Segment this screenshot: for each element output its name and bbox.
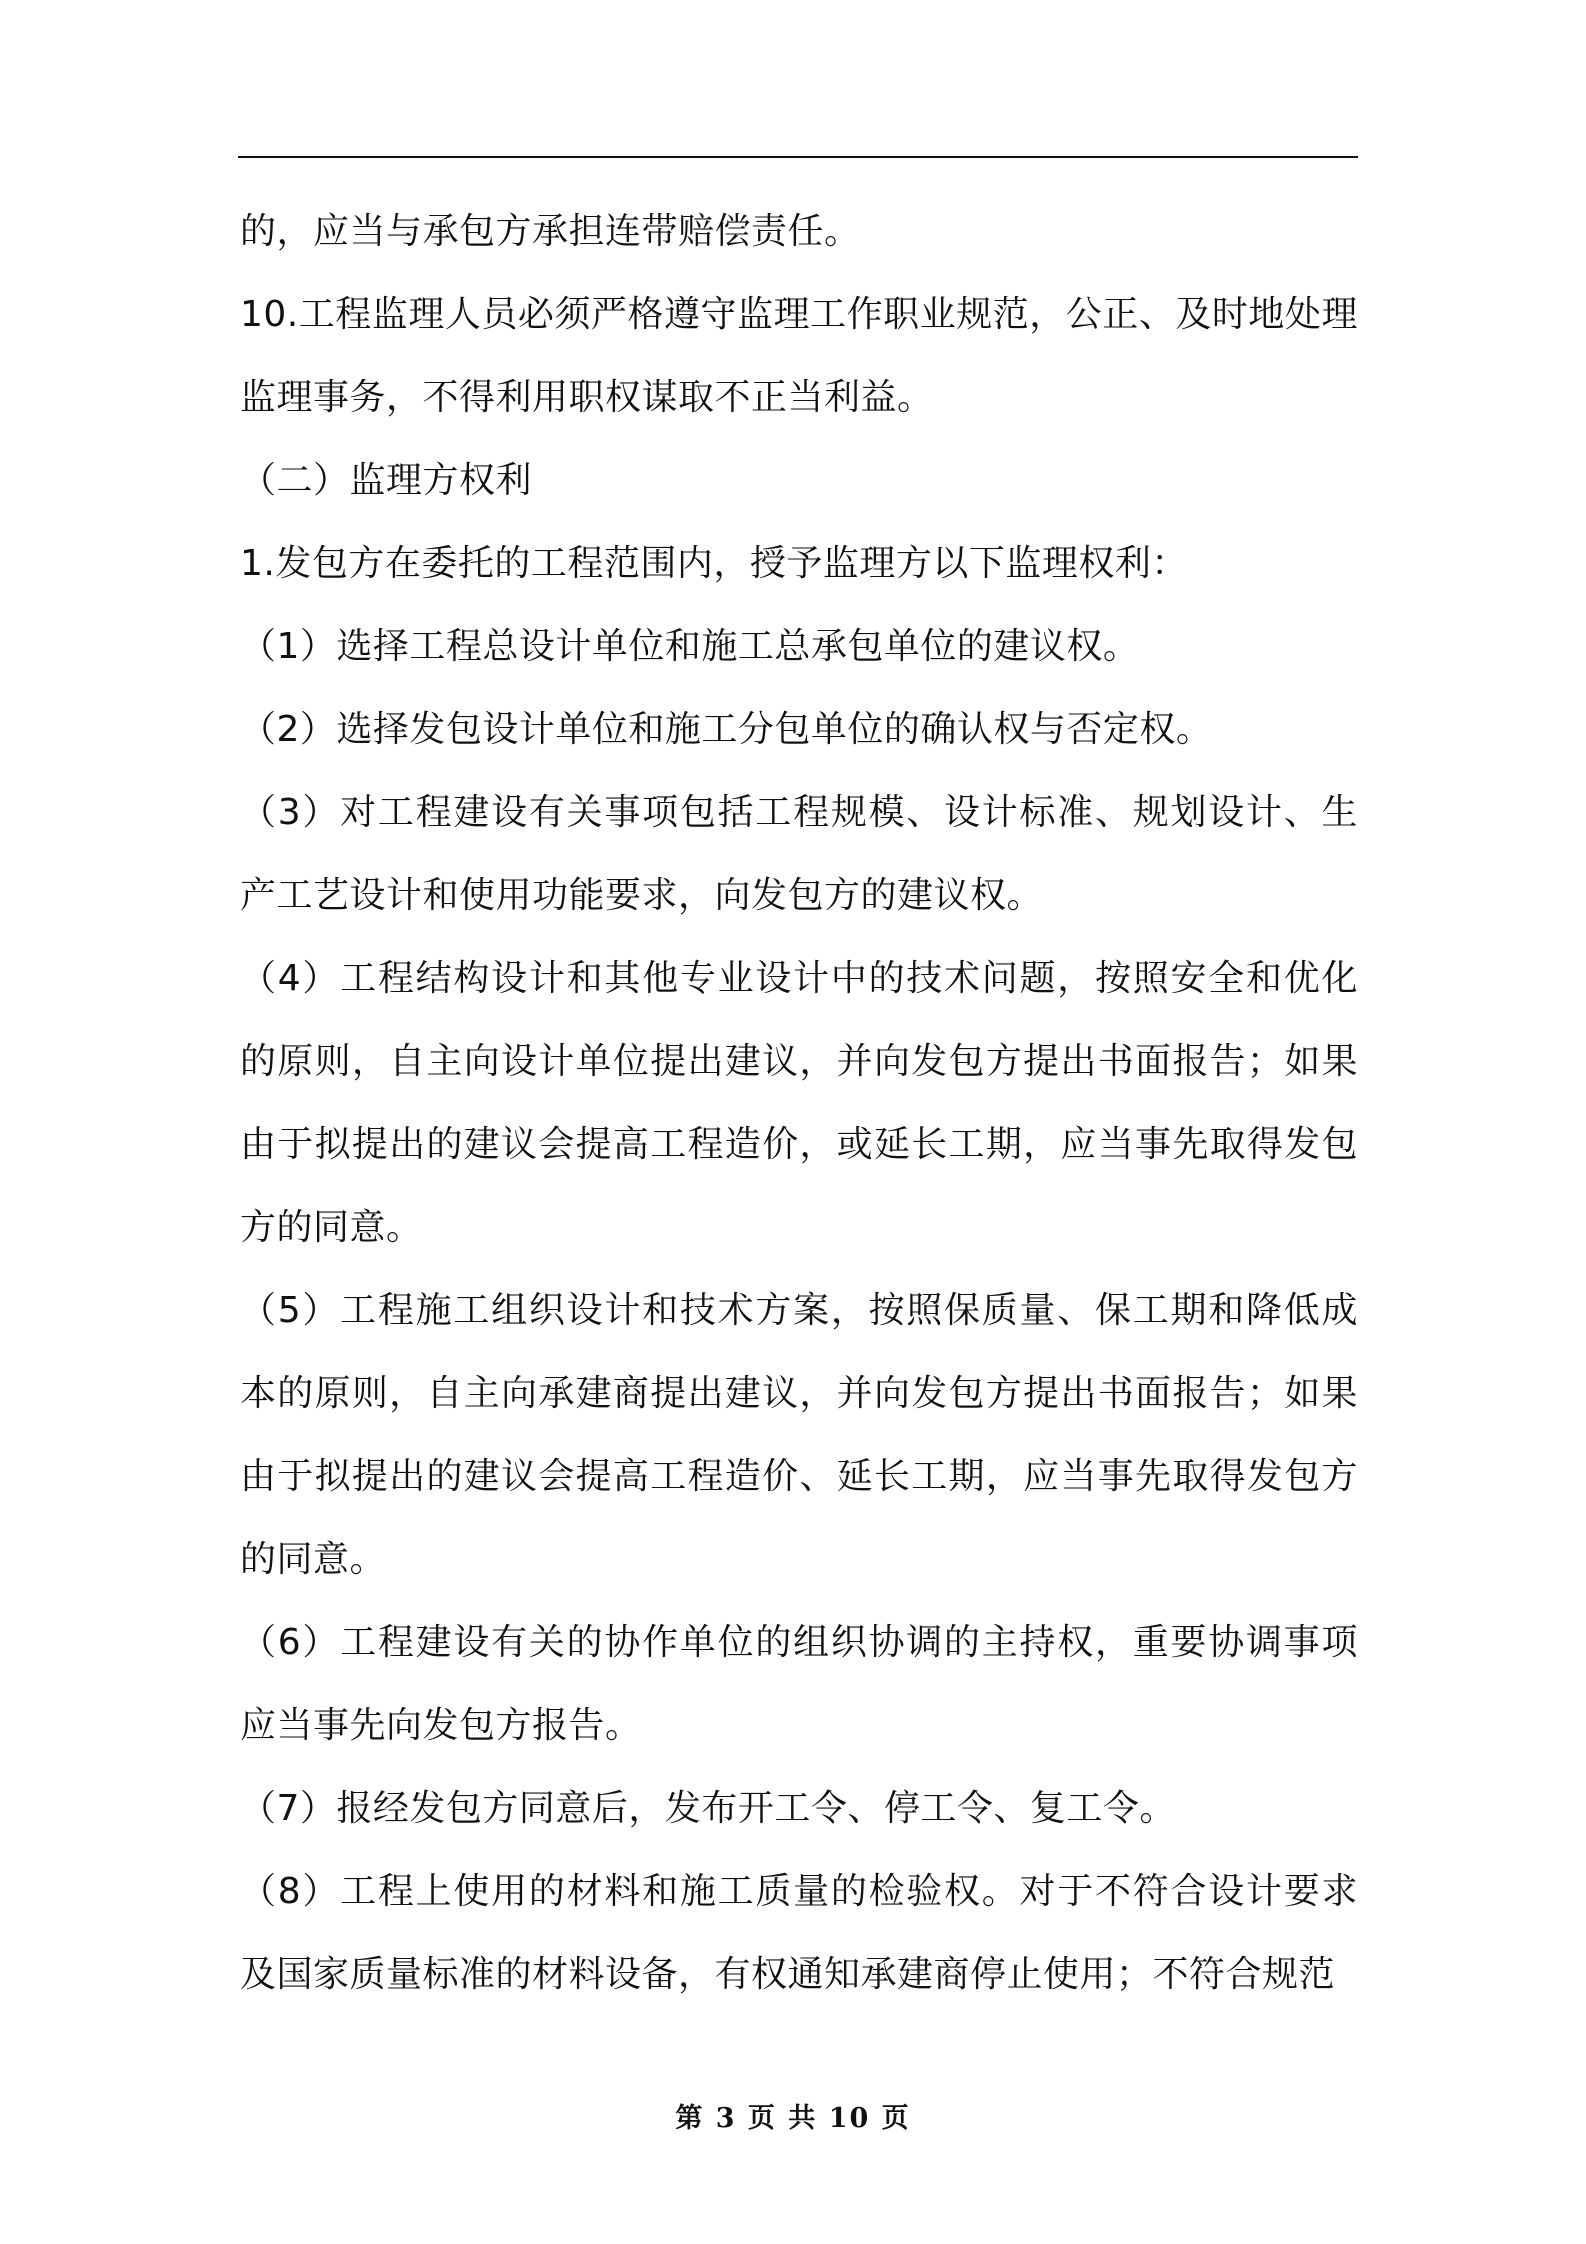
- list-item: （2）选择发包设计单位和施工分包单位的确认权与否定权。: [240, 709, 1213, 750]
- page-number-footer: 第 3 页 共 10 页: [675, 2103, 911, 2134]
- list-item: （7）报经发包方同意后，发布开工令、停工令、复工令。: [240, 1788, 1176, 1829]
- list-item: （4）工程结构设计和其他专业设计中的技术问题，按照安全和优化的原则，自主向设计单位提出建议，并向发包方提出书面报告；如果由于拟提出的建议会提高工程造价，或延长工期，应当事先取得发包方的同意。: [240, 958, 1358, 1248]
- list-item: （8）工程上使用的材料和施工质量的检验权。对于不符合设计要求及国家质量标准的材料设备，有权通知承建商停止使用；不符合规范: [240, 1871, 1358, 1995]
- section-heading: （二）监理方权利: [240, 460, 533, 501]
- list-item: （6）工程建设有关的协作单位的组织协调的主持权，重要协调事项应当事先向发包方报告。: [240, 1622, 1358, 1746]
- list-item: （5）工程施工组织设计和技术方案，按照保质量、保工期和降低成本的原则，自主向承建商提出建议，并向发包方提出书面报告；如果由于拟提出的建议会提高工程造价、延长工期，应当事先取得发包方的同意。: [240, 1290, 1358, 1580]
- list-item: （3）对工程建设有关事项包括工程规模、设计标准、规划设计、生产工艺设计和使用功能要求，向发包方的建议权。: [240, 792, 1358, 916]
- document-body: [240, 190, 1358, 2016]
- paragraph: 1.发包方在委托的工程范围内，授予监理方以下监理权利：: [240, 543, 1188, 584]
- paragraph: 10.工程监理人员必须严格遵守监理工作职业规范，公正、及时地处理监理事务，不得利用职权谋取不正当利益。: [240, 294, 1358, 418]
- paragraph: 的，应当与承包方承担连带赔偿责任。: [240, 211, 861, 252]
- list-item: （1）选择工程总设计单位和施工总承包单位的建议权。: [240, 626, 1140, 667]
- header-rule: [238, 156, 1358, 158]
